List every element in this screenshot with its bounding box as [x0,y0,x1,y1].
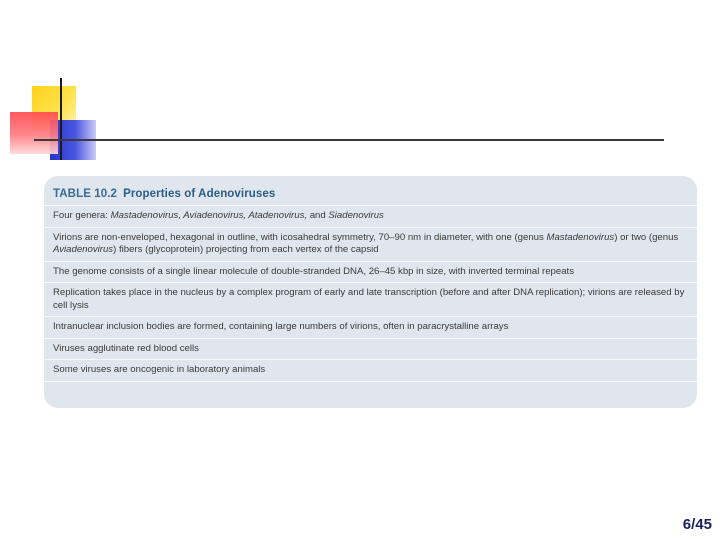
table-number: TABLE 10.2 [53,188,118,200]
row-text: and [307,210,329,221]
row-text: Virions are non-enveloped, hexagonal in outline, with icosahedral symmetry, 70–90 nm in diameter, with one (genus [53,231,547,243]
page-number: 6/45 [682,516,712,533]
table-title: Properties of Adenoviruses [123,188,276,200]
row-text: ) fibers (glycoprotein) projecting from each vertex of the capsid [113,244,379,255]
decorative-red-square [10,112,58,154]
genus-name: Aviadenovirus [53,244,114,255]
row-text: Four genera: [53,210,111,221]
genus-name: Mastadenovirus [546,231,615,243]
table-row-genome: The genome consists of a single linear molecule of double-stranded DNA, 26–45 kbp in size, with inverted terminal repeats [44,261,697,283]
table-caption [53,188,275,200]
table-body [44,205,697,382]
decorative-vertical-line [60,78,62,160]
genus-names: Mastadenovirus, Aviadenovirus, Atadenovirus, [110,210,308,221]
row-text: ) or two (genus [614,231,679,243]
title-divider-line [34,139,664,141]
table-row-replication: Replication takes place in the nucleus by a complex program of early and late transcription (before and after DNA replication); virions are released by cell lysis [44,282,697,316]
properties-table [44,176,697,408]
table-row-agglutination: Viruses agglutinate red blood cells [44,338,697,360]
table-row-oncogenic: Some viruses are oncogenic in laboratory animals [44,359,697,382]
genus-name: Siadenovirus [328,210,384,221]
table-row-inclusion-bodies: Intranuclear inclusion bodies are formed, containing large numbers of virions, often in paracrystalline arrays [44,316,697,338]
table-row-genera [44,205,697,227]
table-row-virions [44,227,697,261]
